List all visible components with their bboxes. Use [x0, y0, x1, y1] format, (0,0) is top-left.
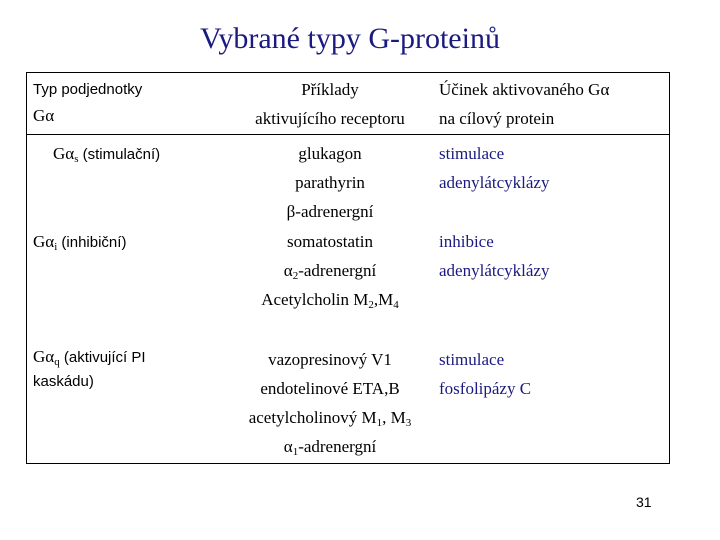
subunit-symbol: Gα	[33, 347, 55, 366]
header-subunit-line2: Gα	[33, 106, 55, 125]
receptor-item: glukagon	[298, 144, 362, 163]
row-gq-receptors	[227, 345, 433, 461]
subunit-description-line2: kaskádu)	[33, 373, 94, 390]
row-gs-effect	[439, 139, 669, 197]
header-effect-line2: na cílový protein	[439, 109, 555, 128]
effect-line: fosfolipázy C	[439, 379, 532, 398]
page-title: Vybrané typy G-proteinů	[200, 22, 500, 55]
subunit-symbol: Gα	[33, 232, 55, 251]
subunit-symbol: Gα	[53, 144, 75, 163]
header-effect	[439, 75, 669, 133]
effect-line: adenylátcyklázy	[439, 261, 550, 280]
row-gs-receptors	[227, 139, 433, 226]
receptor-item: somatostatin	[287, 232, 373, 251]
receptor-item: Acetylcholin $M_2,M_4$	[261, 290, 399, 311]
effect-line: stimulace	[439, 144, 505, 163]
header-receptors-line1: Příklady	[301, 80, 359, 99]
receptor-item: endotelinové ETA,B	[260, 379, 400, 398]
receptor-item: vazopresinový V1	[268, 350, 392, 369]
receptor-item: β-adrenergní	[286, 202, 374, 221]
header-receptors	[227, 75, 433, 133]
g-protein-table	[26, 72, 670, 464]
receptor-item: $\alpha_1$-adrenergní	[283, 437, 377, 458]
header-receptors-line2: aktivujícího receptoru	[255, 109, 405, 128]
receptor-item: acetylcholinový $M_1$, $M_3$	[248, 408, 412, 429]
header-effect-line1: Účinek aktivovaného Gα	[439, 80, 610, 99]
effect-line: inhibice	[439, 232, 494, 251]
receptor-item: $\alpha_2$-adrenergní	[283, 261, 377, 282]
effect-line: adenylátcyklázy	[439, 173, 550, 192]
row-gs-subunit	[53, 139, 243, 169]
row-gi-effect	[439, 227, 669, 285]
subunit-subscript: i	[54, 241, 58, 253]
subunit-description: (inhibiční)	[57, 234, 127, 251]
subunit-subscript: s	[74, 153, 79, 165]
subunit-subscript: q	[54, 356, 60, 368]
header-subunit	[33, 77, 223, 129]
row-gi-receptors	[227, 227, 433, 314]
header-subunit-line1: Typ podjednotky	[33, 81, 143, 98]
effect-line: stimulace	[439, 350, 505, 369]
row-gq-effect	[439, 345, 669, 403]
page-number: 31	[636, 494, 652, 510]
subunit-description: (aktivující PI	[59, 349, 146, 366]
header-divider	[27, 134, 669, 135]
row-gq-subunit	[33, 345, 223, 394]
receptor-item: parathyrin	[295, 173, 365, 192]
row-gi-subunit	[33, 227, 223, 257]
subunit-description: (stimulační)	[78, 146, 161, 163]
